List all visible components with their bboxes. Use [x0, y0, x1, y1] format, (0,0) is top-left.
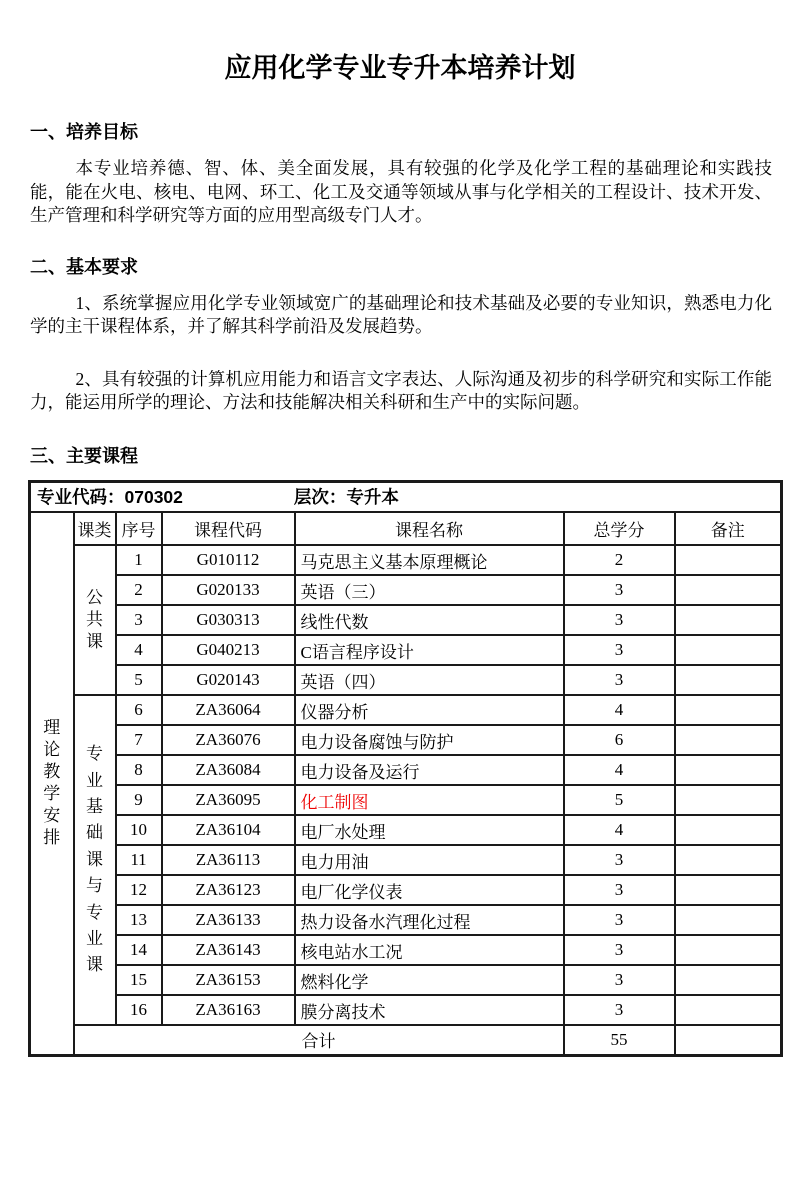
course-row: [30, 785, 782, 815]
course-number: 8: [116, 755, 162, 785]
course-credits: 3: [564, 845, 675, 875]
column-header-course-name: 课程名称: [295, 512, 564, 545]
course-note: [675, 605, 782, 635]
course-code: G040213: [162, 635, 295, 665]
course-credits: 5: [564, 785, 675, 815]
course-note: [675, 695, 782, 725]
course-name: 电力设备腐蚀与防护: [295, 725, 564, 755]
course-row: [30, 965, 782, 995]
course-number: 6: [116, 695, 162, 725]
course-name: 电力设备及运行: [295, 755, 564, 785]
course-code: ZA36113: [162, 845, 295, 875]
course-row: [30, 995, 782, 1025]
total-label: 合计: [74, 1025, 564, 1055]
course-note: [675, 785, 782, 815]
course-row: [30, 575, 782, 605]
course-group-label: 专业基础课与专业课: [86, 744, 103, 975]
course-credits: 3: [564, 965, 675, 995]
course-code: ZA36084: [162, 755, 295, 785]
course-row: [30, 695, 782, 725]
course-row: [30, 815, 782, 845]
course-credits: 3: [564, 995, 675, 1025]
course-code: G030313: [162, 605, 295, 635]
course-name: 燃料化学: [295, 965, 564, 995]
course-group-label: 公共课: [86, 587, 103, 652]
course-code: ZA36076: [162, 725, 295, 755]
course-number: 4: [116, 635, 162, 665]
course-name: 线性代数: [295, 605, 564, 635]
course-credits: 3: [564, 875, 675, 905]
course-row: [30, 545, 782, 575]
course-note: [675, 845, 782, 875]
course-note: [675, 545, 782, 575]
course-credits: 3: [564, 935, 675, 965]
course-table: [28, 480, 783, 1057]
table-header-row: [30, 512, 782, 545]
course-code: ZA36163: [162, 995, 295, 1025]
course-note: [675, 635, 782, 665]
section-heading-training-objective: 一、培养目标: [30, 122, 138, 142]
course-row: [30, 845, 782, 875]
column-header-course-code: 课程代码: [162, 512, 295, 545]
level-label: 层次：专升本: [293, 487, 399, 508]
course-number: 2: [116, 575, 162, 605]
course-number: 3: [116, 605, 162, 635]
row-group-label-cell: [30, 512, 74, 1055]
course-number: 1: [116, 545, 162, 575]
course-note: [675, 875, 782, 905]
course-note: [675, 935, 782, 965]
course-code: G010112: [162, 545, 295, 575]
table-meta-row: [30, 481, 782, 512]
course-row: [30, 665, 782, 695]
row-group-label-text: 理论教学安排: [43, 717, 61, 848]
column-header-total-credits: 总学分: [564, 512, 675, 545]
course-code: ZA36133: [162, 905, 295, 935]
course-note: [675, 965, 782, 995]
course-code: ZA36143: [162, 935, 295, 965]
course-note: [675, 815, 782, 845]
course-name: 膜分离技术: [295, 995, 564, 1025]
course-number: 11: [116, 845, 162, 875]
course-credits: 3: [564, 575, 675, 605]
course-name: 仪器分析: [295, 695, 564, 725]
course-row: [30, 875, 782, 905]
course-note: [675, 995, 782, 1025]
course-row: [30, 935, 782, 965]
course-code: ZA36104: [162, 815, 295, 845]
course-code: ZA36123: [162, 875, 295, 905]
course-code: ZA36153: [162, 965, 295, 995]
course-group-cell: [74, 545, 116, 695]
course-credits: 3: [564, 635, 675, 665]
course-name: 核电站水工况: [295, 935, 564, 965]
course-note: [675, 665, 782, 695]
column-header-number: 序号: [116, 512, 162, 545]
course-name: 英语（三）: [295, 575, 564, 605]
course-group-cell: [74, 695, 116, 1025]
course-name: 电厂水处理: [295, 815, 564, 845]
course-note: [675, 755, 782, 785]
course-number: 16: [116, 995, 162, 1025]
course-number: 9: [116, 785, 162, 815]
column-header-note: 备注: [675, 512, 782, 545]
course-note: [675, 725, 782, 755]
course-credits: 6: [564, 725, 675, 755]
course-code: ZA36095: [162, 785, 295, 815]
course-name: 热力设备水汽理化过程: [295, 905, 564, 935]
paragraph-requirement-1: 1、系统掌握应用化学专业领域宽广的基础理论和技术基础及必要的专业知识，熟悉电力化学的主干课程体系，并了解其科学前沿及发展趋势。: [30, 292, 772, 336]
course-number: 13: [116, 905, 162, 935]
course-note: [675, 575, 782, 605]
total-credits: 55: [564, 1025, 675, 1055]
course-name: 化工制图: [295, 785, 564, 815]
course-row: [30, 635, 782, 665]
total-note: [675, 1025, 782, 1055]
course-number: 7: [116, 725, 162, 755]
course-name: 电力用油: [295, 845, 564, 875]
column-header-course-type: 课类: [74, 512, 116, 545]
course-name: C语言程序设计: [295, 635, 564, 665]
major-code-label: 专业代码：070302: [37, 487, 183, 508]
course-credits: 3: [564, 665, 675, 695]
course-name: 电厂化学仪表: [295, 875, 564, 905]
course-row: [30, 755, 782, 785]
course-number: 5: [116, 665, 162, 695]
section-heading-basic-requirements: 二、基本要求: [30, 256, 138, 277]
table-total-row: [30, 1025, 782, 1055]
course-row: [30, 725, 782, 755]
section-heading-main-courses: 三、主要课程: [30, 445, 138, 466]
meta-cell: [30, 481, 782, 512]
course-code: ZA36064: [162, 695, 295, 725]
paragraph-requirement-2: 2、具有较强的计算机应用能力和语言文字表达、人际沟通及初步的科学研究和实际工作能力，能运用所学的理论、方法和技能解决相关科研和生产中的实际问题。: [30, 368, 772, 412]
course-credits: 4: [564, 755, 675, 785]
course-credits: 2: [564, 545, 675, 575]
course-note: [675, 905, 782, 935]
course-row: [30, 905, 782, 935]
course-credits: 3: [564, 605, 675, 635]
course-code: G020133: [162, 575, 295, 605]
course-name: 英语（四）: [295, 665, 564, 695]
course-number: 15: [116, 965, 162, 995]
course-credits: 4: [564, 815, 675, 845]
course-credits: 4: [564, 695, 675, 725]
course-number: 14: [116, 935, 162, 965]
course-number: 12: [116, 875, 162, 905]
course-code: G020143: [162, 665, 295, 695]
course-number: 10: [116, 815, 162, 845]
course-row: [30, 605, 782, 635]
page-title: 应用化学专业专升本培养计划: [224, 53, 576, 83]
paragraph-training-objective: 本专业培养德、智、体、美全面发展，具有较强的化学及化学工程的基础理论和实践技能，能在火电、核电、电网、环工、化工及交通等领域从事与化学相关的工程设计、技术开发、生产管理和科学研究等方面的应用型高级专门人才。: [30, 158, 772, 225]
course-name: 马克思主义基本原理概论: [295, 545, 564, 575]
course-credits: 3: [564, 905, 675, 935]
